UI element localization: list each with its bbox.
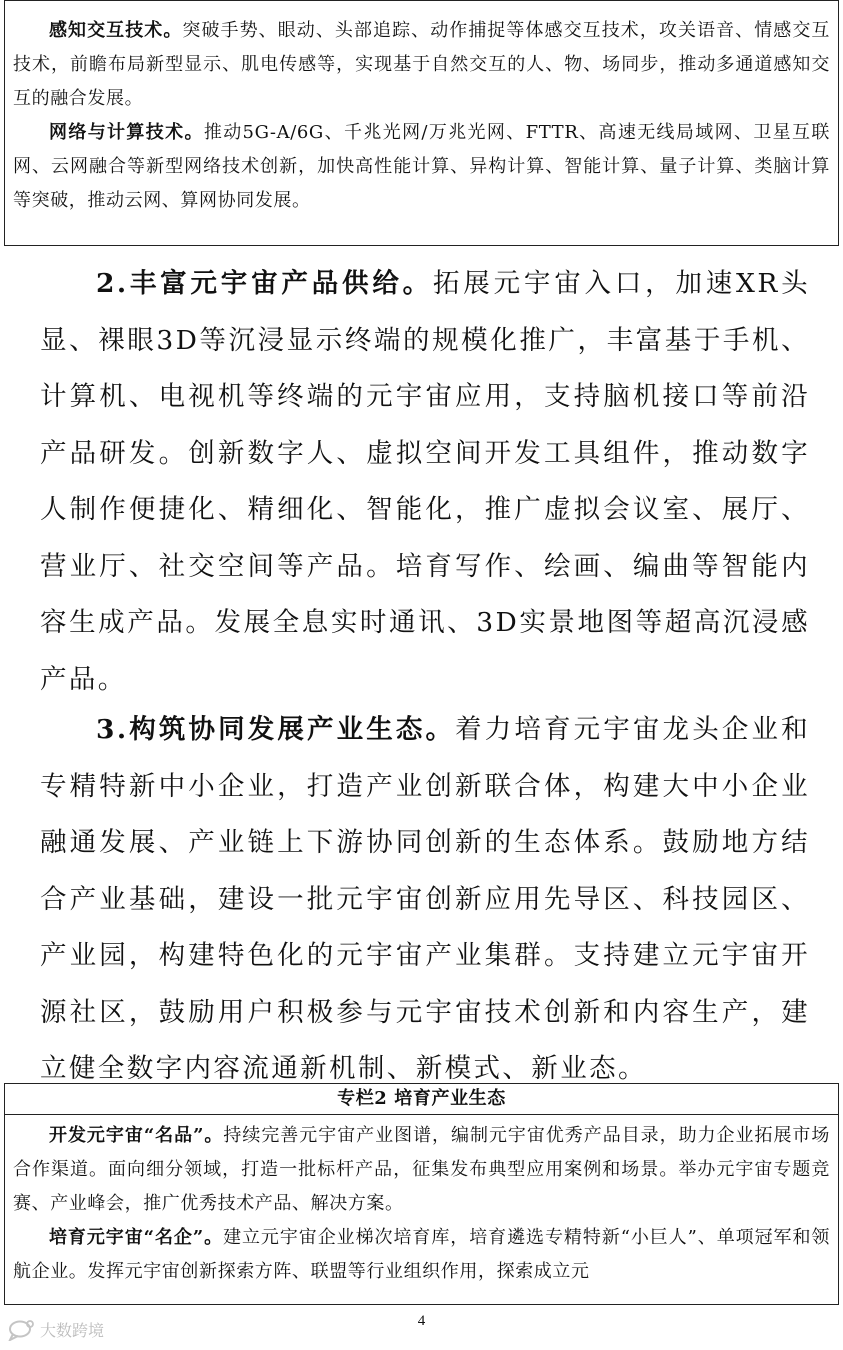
box-paragraph-text: 推动5G-A/6G、千兆光网/万兆光网、FTTR、高速无线局域网、卫星互联网、云网融合等新型网络技术创新，加快高性能计算、异构计算、智能计算、量子计算、类脑计算等突破，推动云网、算网协同发展。 <box>13 122 830 211</box>
box-paragraph <box>5 1115 838 1221</box>
watermark <box>8 1318 104 1341</box>
box-paragraph <box>5 1 838 116</box>
box-paragraph-heading: 感知交互技术。 <box>49 20 183 41</box>
box-paragraph <box>5 116 838 218</box>
box-paragraph-heading: 网络与计算技术。 <box>49 122 204 143</box>
page-number: 4 <box>417 1313 426 1329</box>
speech-bubble-logo-icon <box>8 1319 36 1341</box>
box-paragraph-text: 突破手势、眼动、头部追踪、动作捕捉等体感交互技术，攻关语音、情感交互技术，前瞻布局新型显示、肌电传感等，实现基于自然交互的人、物、场同步，推动多通道感知交互的融合发展。 <box>13 20 830 109</box>
section-2-heading: 2.丰富元宇宙产品供给。 <box>96 268 433 299</box>
box-paragraph-heading: 开发元宇宙“名品”。 <box>49 1125 224 1146</box>
box-paragraph <box>5 1221 838 1289</box>
box-paragraph-text: 建立元宇宙企业梯次培育库，培育遴选专精特新“小巨人”、单项冠军和领航企业。发挥元宇宙创新探索方阵、联盟等行业组织作用，探索成立元 <box>13 1227 830 1282</box>
section-3-paragraph <box>40 702 810 1098</box>
section-3-text: 着力培育元宇宙龙头企业和专精特新中小企业，打造产业创新联合体，构建大中小企业融通发展、产业链上下游协同创新的生态体系。鼓励地方结合产业基础，建设一批元宇宙创新应用先导区、科技园区、产业园，构建特色化的元宇宙产业集群。支持建立元宇宙开源社区，鼓励用户积极参与元宇宙技术创新和内容生产，建立健全数字内容流通新机制、新模式、新业态。 <box>40 714 810 1084</box>
section-2-text: 拓展元宇宙入口，加速XR头显、裸眼3D等沉浸显示终端的规模化推广，丰富基于手机、计算机、电视机等终端的元宇宙应用，支持脑机接口等前沿产品研发。创新数字人、虚拟空间开发工具组件，推动数字人制作便捷化、精细化、智能化，推广虚拟会议室、展厅、营业厅、社交空间等产品。培育写作、绘画、编曲等智能内容生成产品。发展全息实时通讯、3D实景地图等超高沉浸感产品。 <box>40 268 810 695</box>
column-2-title: 专栏2 培育产业生态 <box>5 1084 838 1115</box>
tech-focus-box <box>4 0 839 246</box>
column-2-box <box>4 1083 839 1305</box>
box-paragraph-text: 持续完善元宇宙产业图谱，编制元宇宙优秀产品目录，助力企业拓展市场合作渠道。面向细分领域，打造一批标杆产品，征集发布典型应用案例和场景。举办元宇宙专题竞赛、产业峰会，推广优秀技术产品、解决方案。 <box>13 1125 830 1214</box>
section-2-paragraph <box>40 256 810 708</box>
section-3-heading: 3.构筑协同发展产业生态。 <box>96 714 456 745</box>
watermark-text: 大数跨境 <box>40 1321 105 1340</box>
box-paragraph-heading: 培育元宇宙“名企”。 <box>49 1227 224 1248</box>
